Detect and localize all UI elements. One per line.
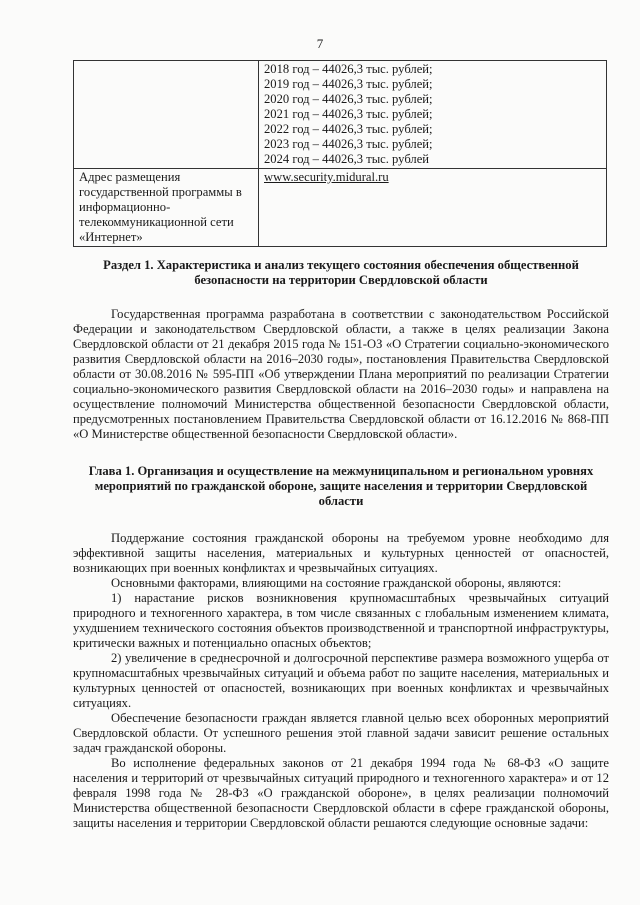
section-paragraph: Государственная программа разработана в соответствии с законодательством Российской Федерации и законодательством Свердловской области, а также в целях реализации Закона Свердловской области от 21 декабря 2015 года № 151-ОЗ «О Стратегии социально-экономического развития Свердловской области на 2016–2030 годы», постановления Правительства Свердловской области от 30.08.2016 № 595-ПП «Об утверждении Плана мероприятий по реализации Стратегии социально-экономического развития Свердловской области на 2016–2030 годы» и направлена на осуществление полномочий Министерства общественной безопасности Свердловской области, предусмотренных постановлением Правительства Свердловской области от 16.12.2016 № 868-ПП «О Министерстве общественной безопасности Свердловской области». <box>73 307 609 441</box>
chapter-paragraph: Поддержание состояния гражданской обороны на требуемом уровне необходимо для эффективной защиты населения, материальных и культурных ценностей от опасностей, возникающих при военных конфликтах и чрезвычайных ситуациях. <box>73 531 609 575</box>
section-heading: Раздел 1. Характеристика и анализ текущего состояния обеспечения общественной безопасности на территории Свердловской области <box>103 258 579 287</box>
chapter-paragraph: Основными факторами, влияющими на состояние гражданской обороны, являются: <box>111 576 562 590</box>
funding-year-line: 2024 год – 44026,3 тыс. рублей <box>264 152 430 166</box>
website-link[interactable]: www.security.midural.ru <box>264 170 389 184</box>
funding-year-line: 2019 год – 44026,3 тыс. рублей; <box>264 77 433 91</box>
page-number: 7 <box>316 36 324 51</box>
table-cell-website <box>259 169 607 247</box>
chapter-list-item: 2) увеличение в среднесрочной и долгосрочной перспективе размера возможного ущерба от крупномасштабных чрезвычайных ситуаций и объема работ по защите населения, материальных и культурных ценностей от опасностей, возникающих при военных конфликтах и чрезвычайных ситуациях. <box>73 651 609 710</box>
table-row <box>74 61 607 169</box>
chapter-list-item: 1) нарастание рисков возникновения крупномасштабных чрезвычайных ситуаций природного и техногенного характера, в том числе связанных с глобальным изменением климата, ухудшением технического состояния объектов производственной и транспортной инфраструктуры, критически важных и потенциально опасных объектов; <box>73 591 609 650</box>
funding-year-line: 2022 год – 44026,3 тыс. рублей; <box>264 122 433 136</box>
chapter-heading: Глава 1. Организация и осуществление на межмуниципальном и региональном уровнях мероприятий по гражданской обороне, защите населения и территории Свердловской области <box>88 464 594 508</box>
table-row <box>74 169 607 247</box>
funding-year-line: 2018 год – 44026,3 тыс. рублей; <box>264 62 433 76</box>
table-cell-label: Адрес размещения государственной программы в информационно-телекоммуникационной сети «Интернет» <box>74 169 259 247</box>
funding-year-line: 2021 год – 44026,3 тыс. рублей; <box>264 107 433 121</box>
funding-year-line: 2020 год – 44026,3 тыс. рублей; <box>264 92 433 106</box>
chapter-paragraph: Во исполнение федеральных законов от 21 декабря 1994 года № 68-ФЗ «О защите населения и территорий от чрезвычайных ситуаций природного и техногенного характера» и от 12 февраля 1998 года № 28-ФЗ «О гражданской обороне», в целях реализации полномочий Министерства общественной безопасности Свердловской области в сфере гражданской обороны, защиты населения и территории Свердловской области решаются следующие основные задачи: <box>73 756 609 830</box>
funding-year-line: 2023 год – 44026,3 тыс. рублей; <box>264 137 433 151</box>
table-cell-funding-years <box>259 61 607 169</box>
table-cell-label <box>74 61 259 169</box>
chapter-paragraph: Обеспечение безопасности граждан является главной целью всех оборонных мероприятий Свердловской области. От успешного решения этой главной задачи зависит решение остальных задач гражданской обороны. <box>73 711 609 755</box>
document-body <box>73 258 609 831</box>
program-passport-table <box>73 60 607 247</box>
